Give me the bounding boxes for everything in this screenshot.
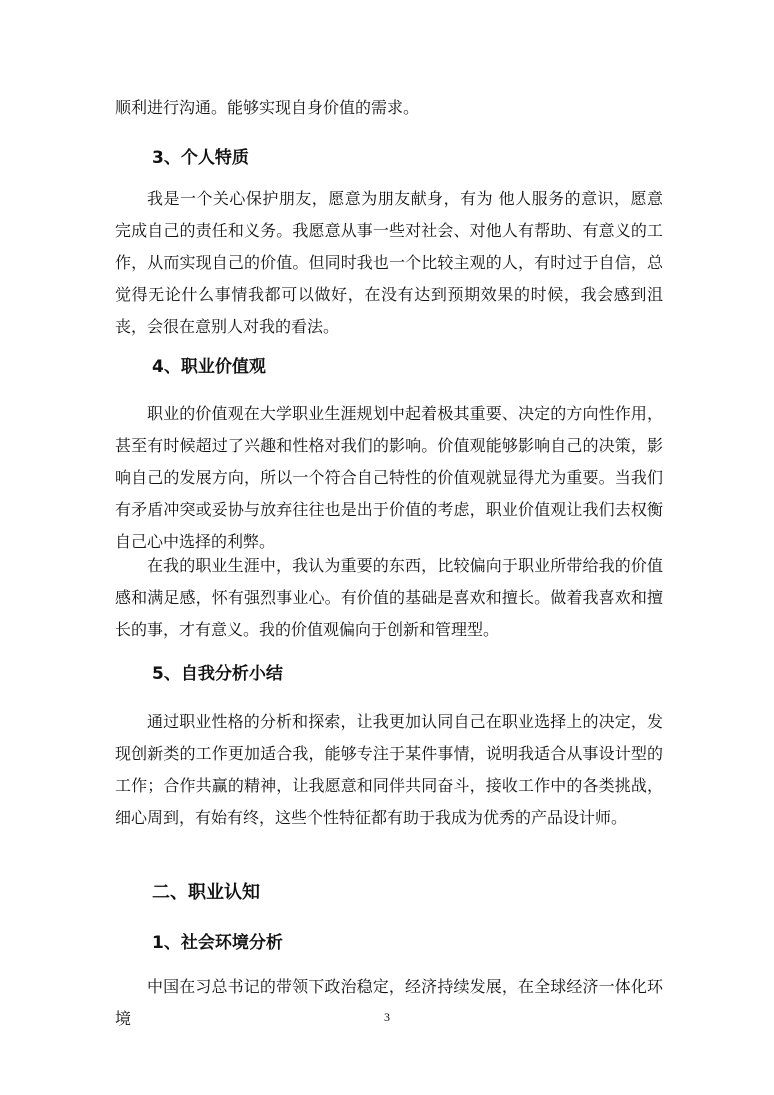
section-3-paragraph: 我是一个关心保护朋友，愿意为朋友献身，有为 他人服务的意识，愿意完成自己的责任和义务。我愿意从事一些对社会、对他人有帮助、有意义的工作，从而实现自己的价值。但同时我也一个比较主观的人，有时过于自信，总觉得无论什么事情我都可以做好，在没有达到预期效果的时候，我会感到沮丧，会很在意别人对我的看法。 [115,189,663,336]
page-number: 3 [384,1010,390,1024]
section-2-1-heading: 1、社会环境分析 [152,933,283,953]
section-3-heading: 3、个人特质 [152,148,249,168]
continuation-paragraph: 顺利进行沟通。能够实现自身价值的需求。 [115,98,420,117]
section-4-paragraph-1: 职业的价值观在大学职业生涯规划中起着极其重要、决定的方向性作用，甚至有时候超过了兴趣和性格对我们的影响。价值观能够影响自己的决策，影响自己的发展方向，所以一个符合自己特性的价值观就显得尤为重要。当我们有矛盾冲突或妥协与放弃往往也是出于价值的考虑，职业价值观让我们去权衡自己心中选择的利弊。 [115,404,663,551]
chapter-2-heading: 二、职业认知 [152,882,260,903]
section-2-1-paragraph: 中国在习总书记的带领下政治稳定，经济持续发展，在全球经济一体化环境 [115,977,663,1028]
section-4-paragraph-2: 在我的职业生涯中，我认为重要的东西，比较偏向于职业所带给我的价值感和满足感，怀有强烈事业心。有价值的基础是喜欢和擅长。做着我喜欢和擅长的事，才有意义。我的价值观偏向于创新和管理型。 [115,556,663,639]
section-4-heading: 4、职业价值观 [152,357,266,377]
section-5-heading: 5、自我分析小结 [152,664,283,684]
section-5-paragraph: 通过职业性格的分析和探索，让我更加认同自己在职业选择上的决定，发现创新类的工作更加适合我，能够专注于某件事情，说明我适合从事设计型的工作；合作共赢的精神，让我愿意和同伴共同奋斗，接收工作中的各类挑战，细心周到，有始有终，这些个性特征都有助于我成为优秀的产品设计师。 [115,712,663,827]
